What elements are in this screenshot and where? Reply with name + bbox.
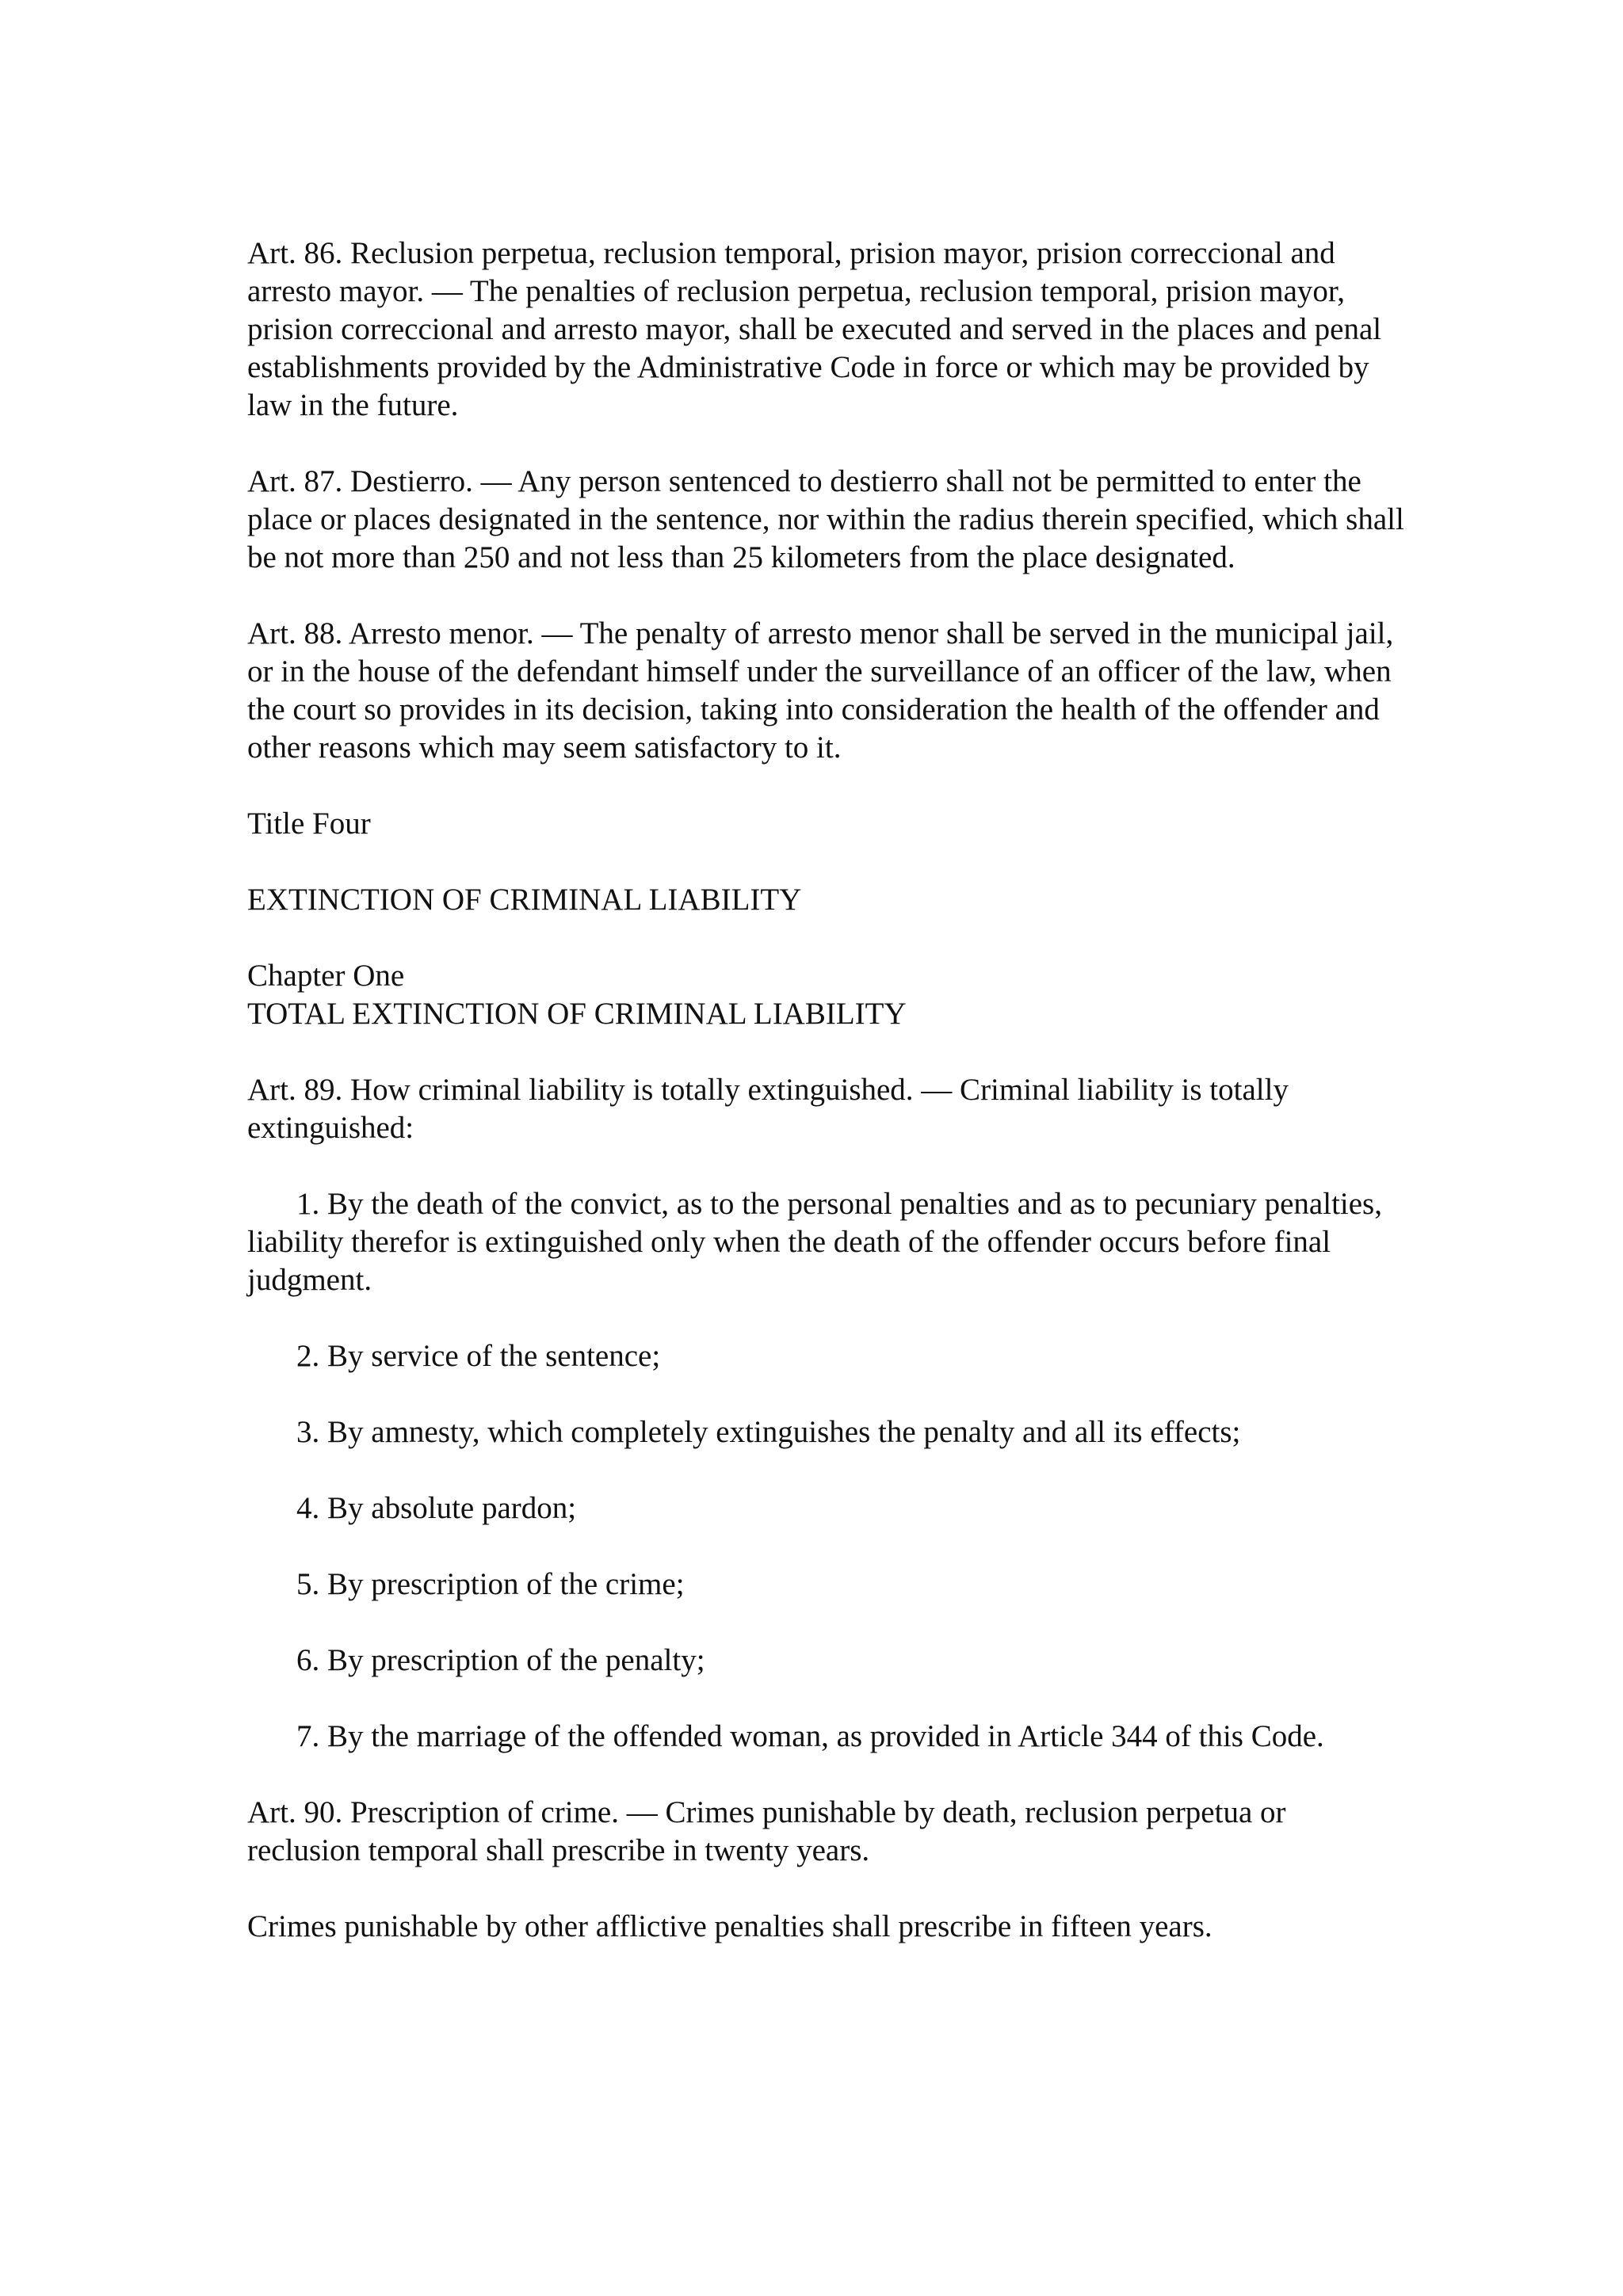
article-87: Art. 87. Destierro. — Any person sentenced to destierro shall not be permitted to enter the place or places designated in the sentence, nor within the radius therein specified, which shall be not more than 250 and not less than 25 kilometers from the place designated. — [247, 464, 1404, 574]
chapter-heading: TOTAL EXTINCTION OF CRIMINAL LIABILITY — [247, 997, 907, 1031]
chapter-block — [247, 957, 1404, 1033]
article-90: Art. 90. Prescription of crime. — Crimes punishable by death, reclusion perpetua or reclusion temporal shall prescribe in twenty years. — [247, 1795, 1286, 1867]
chapter-label: Chapter One — [247, 959, 405, 993]
list-item: 6. By prescription of the penalty; — [296, 1643, 705, 1677]
article-86: Art. 86. Reclusion perpetua, reclusion temporal, prision mayor, prision correccional and arresto mayor. — The penalties of reclusion perpetua, reclusion temporal, prision mayor, prision correccional and arresto mayor, shall be executed and served in the places and penal establishments provided by the Administrative Code in force or which may be provided by law in the future. — [247, 236, 1382, 422]
article-90-paragraph-2: Crimes punishable by other afflictive penalties shall prescribe in fifteen years. — [247, 1909, 1212, 1943]
list-item: 1. By the death of the convict, as to the personal penalties and as to pecuniary penalties, liability therefor is extinguished only when the death of the offender occurs before final judgment. — [247, 1187, 1382, 1297]
list-item: 4. By absolute pardon; — [296, 1491, 577, 1525]
article-89: Art. 89. How criminal liability is totally extinguished. — Criminal liability is totally extinguished: — [247, 1073, 1289, 1145]
title-heading: EXTINCTION OF CRIMINAL LIABILITY — [247, 883, 802, 917]
article-88: Art. 88. Arresto menor. — The penalty of arresto menor shall be served in the municipal jail, or in the house of the defendant himself under the surveillance of an officer of the law, when the court so provides in its decision, taking into consideration the health of the offender and other reasons which may seem satisfactory to it. — [247, 616, 1394, 765]
list-item: 2. By service of the sentence; — [296, 1339, 661, 1373]
title-label: Title Four — [247, 807, 371, 841]
document-page — [247, 235, 1404, 1984]
list-item: 5. By prescription of the crime; — [296, 1567, 685, 1601]
list-item: 7. By the marriage of the offended woman, as provided in Article 344 of this Code. — [296, 1719, 1324, 1753]
list-item: 3. By amnesty, which completely extinguishes the penalty and all its effects; — [296, 1415, 1241, 1449]
